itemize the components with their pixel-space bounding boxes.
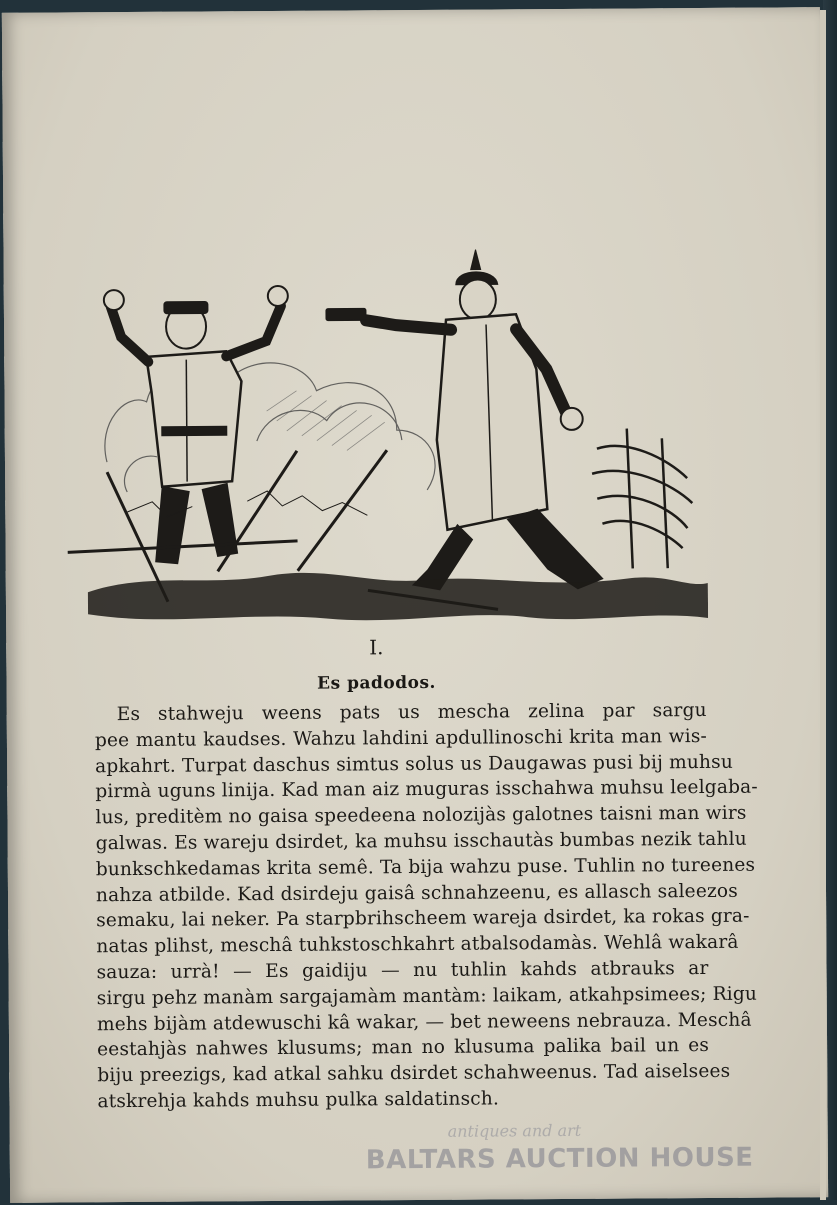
- text-line: galwas. Es wareju dsirdet, ka muhsu isschautàs bumbas nezik tahlu: [95, 828, 747, 855]
- text-line: Es stahweju weens pats us mescha zelina par sargu: [116, 699, 707, 726]
- text-line: lus, preditèm no gaisa speedeena nolozijàs galotnes taisni man wirs: [95, 802, 747, 829]
- watermark-tagline: antiques and art: [447, 1120, 582, 1141]
- watermark: [366, 1120, 767, 1203]
- text-line: natas plihst, meschâ tuhkstoschkahrt atbalsodamàs. Wehlâ wakarâ: [96, 931, 739, 958]
- page-edge: [820, 10, 826, 1200]
- chapter-title: Es padodos.: [317, 672, 437, 694]
- text-line: semaku, lai neker. Pa starpbrihscheem wareja dsirdet, ka rokas gra-: [96, 906, 750, 932]
- chapter-number: I.: [369, 635, 384, 660]
- soldier-surrender-illustration: [65, 238, 708, 642]
- text-line: pirmà uguns linija. Kad man aiz muguras isschahwa muhsu leelgaba-: [95, 777, 758, 803]
- text-line: pee mantu kaudses. Wahzu lahdini apdullinoschi krita man wis-: [94, 725, 707, 752]
- text-line: atskrehja kahds muhsu pulka saldatinsch.: [97, 1088, 500, 1113]
- text-line: eestahjàs nahwes klusums; man no klusuma palika bail un es: [97, 1035, 710, 1061]
- body-text: [94, 698, 758, 1115]
- text-line: sauza: urrà! — Es gaidiju — nu tuhlin kahds atbrauks ar: [96, 957, 709, 984]
- text-line: mehs bijàm atdewuschi kâ wakar, — bet neweens nebrauza. Meschâ: [96, 1009, 752, 1035]
- text-line: bunkschkedamas krita semê. Ta bija wahzu puse. Tuhlin no tureenes: [95, 854, 756, 881]
- text-line: biju preezigs, kad atkal sahku dsirdet schahweenus. Tad aiselsees: [97, 1060, 731, 1087]
- text-line: sirgu pehz manàm sargajamàm mantàm: laikam, atkahpsimees; Rigu: [96, 983, 758, 1009]
- watermark-brand: BALTARS AUCTION HOUSE: [365, 1142, 754, 1176]
- text-line: nahza atbilde. Kad dsirdeju gaisâ schnahzeenu, es allasch saleezos: [95, 880, 739, 906]
- book-page: [2, 7, 828, 1203]
- text-line: apkahrt. Turpat daschus simtus solus us Daugawas pusi bij muhsu: [95, 751, 733, 777]
